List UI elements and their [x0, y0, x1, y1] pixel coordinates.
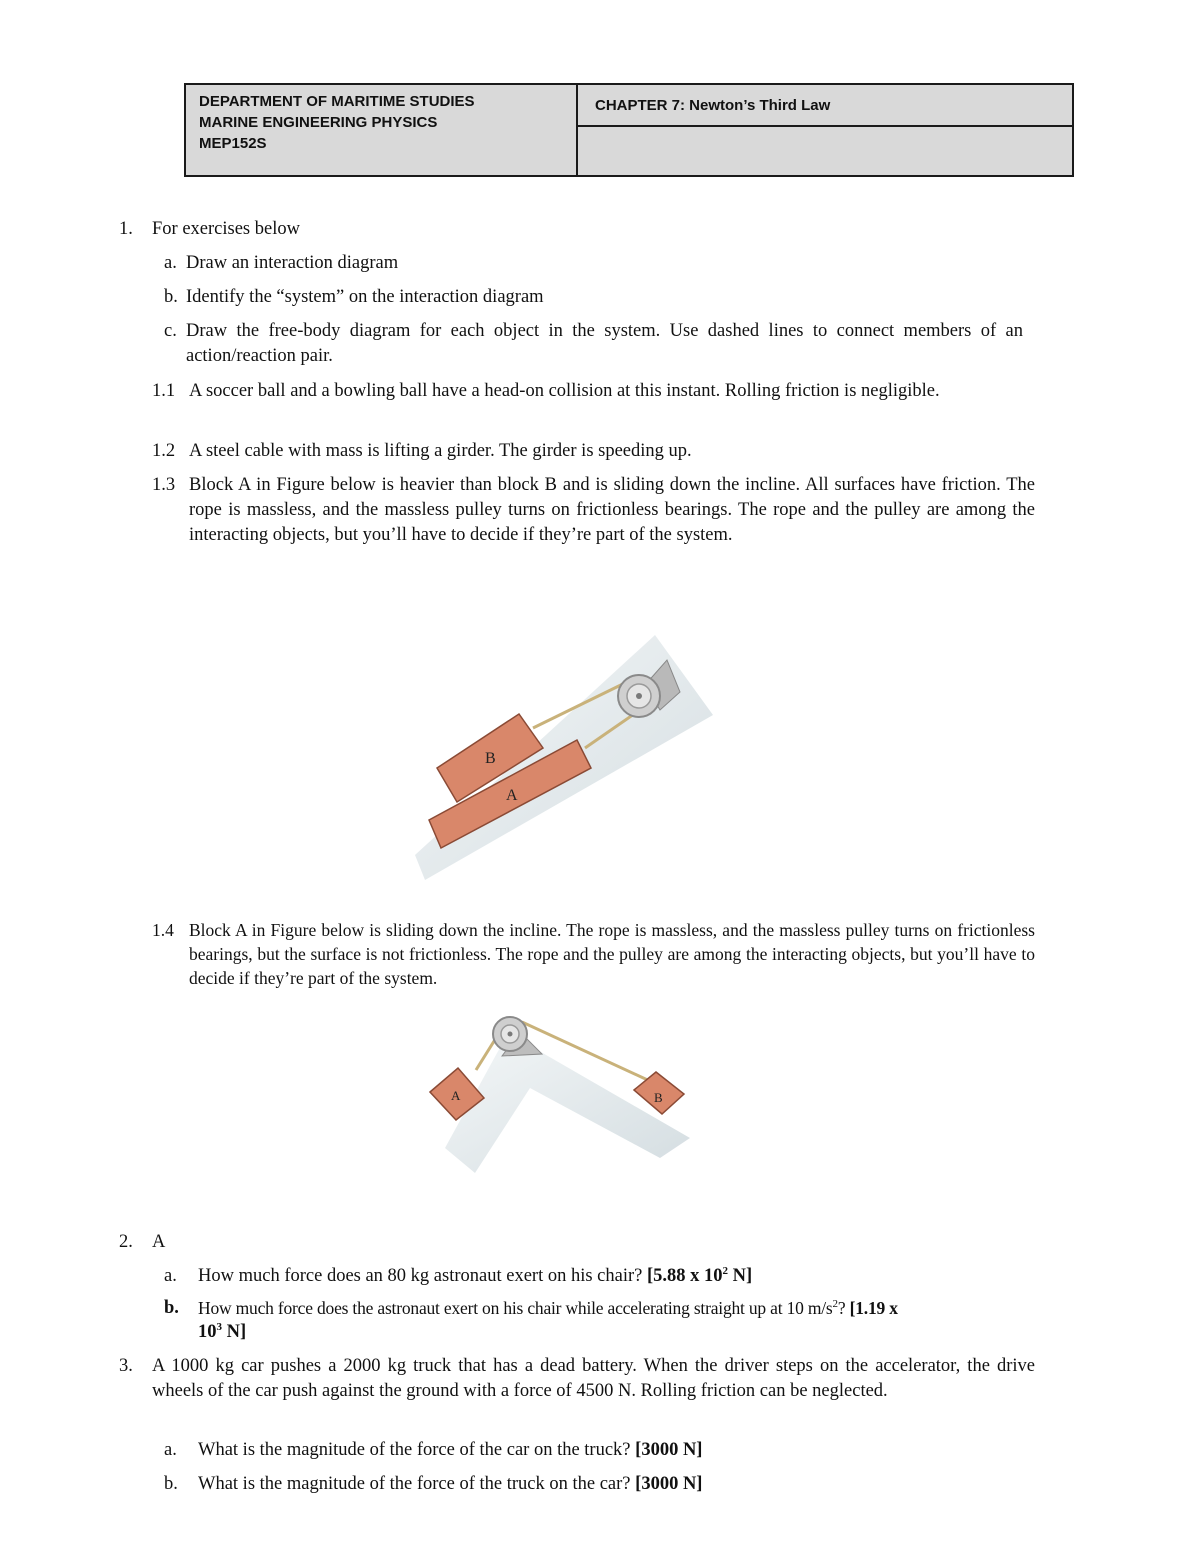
q2-a-marker: a. [164, 1266, 177, 1286]
q3-text: A 1000 kg car pushes a 2000 kg truck that has a dead battery. When the driver steps on the accelerator, the drive wheels of the car push against the ground with a force of 4500 N. Rolling friction can be neglected. [152, 1356, 1035, 1401]
q2-a-answer: [5.88 x $10^2$ N] [647, 1264, 753, 1286]
q1-2-text: A steel cable with mass is lifting a girder. The girder is speeding up. [189, 441, 692, 461]
q1-4-number: 1.4 [152, 920, 174, 940]
course-code: MEP152S [199, 135, 267, 152]
header-empty-cell [578, 127, 1072, 175]
q2-intro: A [152, 1232, 166, 1252]
q1-b-text: Identify the “system” on the interaction diagram [186, 287, 544, 307]
q1-2-number: 1.2 [152, 441, 176, 461]
q2-b-marker: b. [164, 1298, 179, 1318]
header-course-cell [186, 85, 578, 175]
course-name: MARINE ENGINEERING PHYSICS [199, 114, 438, 131]
q2-b-answer-line2: $10^3$ N] [198, 1320, 247, 1342]
q3-b-answer: [3000 N] [635, 1474, 703, 1494]
chapter-title: CHAPTER 7: Newton’s Third Law [578, 85, 1072, 127]
q1-4-text: Block A in Figure below is sliding down the incline. The rope is massless, and the massless pulley turns on frictionless bearings, but the surface is not frictionless. The rope and the pulley are among the interacting objects, but you’ll have to decide if they’re part of the system. [189, 920, 1035, 988]
q1-c-text: Draw the free-body diagram for each object in the system. Use dashed lines to connect members of an action/reaction pair. [186, 321, 1023, 366]
q1-1-text: A soccer ball and a bowling ball have a head-on collision at this instant. Rolling friction is negligible. [189, 381, 940, 401]
department-name: DEPARTMENT OF MARITIME STUDIES [199, 93, 475, 110]
q3-b-line [198, 1472, 702, 1497]
pulley-icon [618, 675, 660, 717]
q2-b-answer: [1.19 x [849, 1298, 898, 1318]
pulley-icon [493, 1017, 527, 1051]
figure-two-incline-blocks [420, 1008, 705, 1173]
q3-number: 3. [119, 1356, 133, 1376]
block-a-label: A [506, 787, 518, 804]
q3-a-answer: [3000 N] [635, 1440, 703, 1460]
block-b-label: B [485, 750, 496, 767]
q1-a-marker: a. [164, 253, 177, 273]
q1-intro: For exercises below [152, 219, 300, 239]
q3-a-text: What is the magnitude of the force of the car on the truck? [198, 1440, 631, 1460]
q3-b-text: What is the magnitude of the force of the truck on the car? [198, 1474, 631, 1494]
q1-c-marker: c. [164, 321, 177, 341]
q2-b-line [198, 1296, 898, 1321]
q2-a-line [198, 1264, 752, 1289]
q2-a-text: How much force does an 80 kg astronaut exert on his chair? [198, 1266, 643, 1286]
figure-incline-two-blocks [405, 630, 725, 895]
block-b-label: B [654, 1090, 663, 1105]
q2-number: 2. [119, 1232, 133, 1252]
block-a-label: A [451, 1088, 461, 1103]
header-table [184, 83, 1074, 177]
q1-1-number: 1.1 [152, 381, 176, 401]
q3-b-marker: b. [164, 1474, 178, 1494]
q1-number: 1. [119, 219, 133, 239]
q2-b-text: How much force does the astronaut exert on his chair while accelerating straight up at 10 $m/s^2$? [198, 1298, 846, 1318]
q3-a-line [198, 1438, 702, 1463]
q1-a-text: Draw an interaction diagram [186, 253, 399, 273]
q3-a-marker: a. [164, 1440, 177, 1460]
q1-3-text: Block A in Figure below is heavier than block B and is sliding down the incline. All surfaces have friction. The rope is massless, and the massless pulley turns on frictionless bearings. The rope and the pulley are among the interacting objects, but you’ll have to decide if they’re part of the system. [189, 475, 1035, 545]
q1-3-number: 1.3 [152, 475, 176, 495]
q1-b-marker: b. [164, 287, 178, 307]
